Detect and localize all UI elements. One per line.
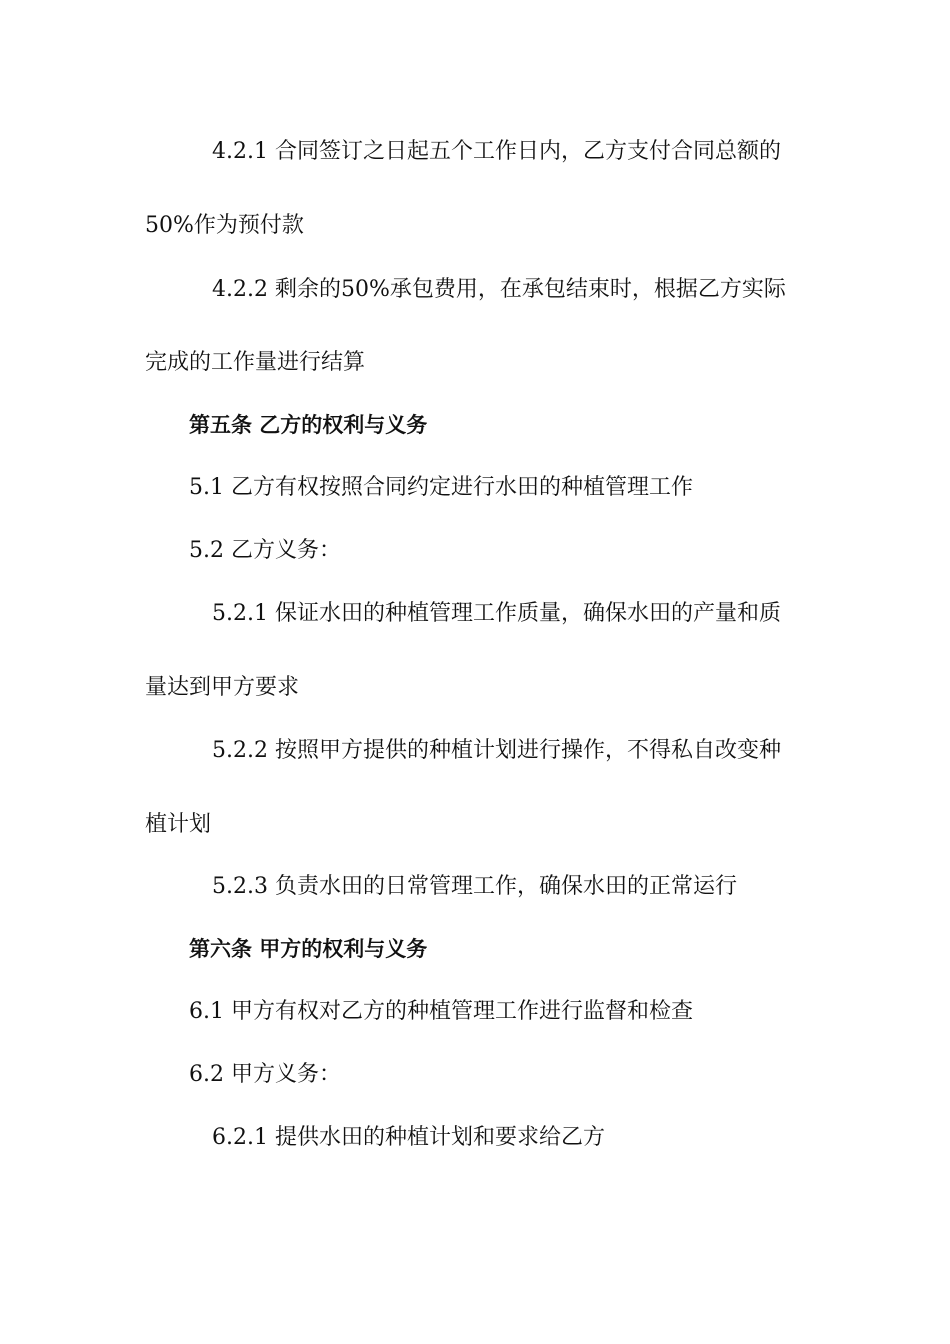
- paragraph-4-2-1-line-1: 4.2.1 合同签订之日起五个工作日内，乙方支付合同总额的: [212, 139, 781, 164]
- paragraph-4-2-1-line-2: 50%作为预付款: [145, 213, 304, 238]
- paragraph-4-2-2-line-1: 4.2.2 剩余的50%承包费用，在承包结束时，根据乙方实际: [212, 277, 786, 302]
- paragraph-5-2-1-line-2: 量达到甲方要求: [145, 675, 300, 700]
- paragraph-6-2-1: 6.2.1 提供水田的种植计划和要求给乙方: [212, 1125, 605, 1150]
- section-heading-5: 第五条 乙方的权利与义务: [189, 413, 428, 437]
- paragraph-6-2: 6.2 甲方义务：: [189, 1062, 341, 1087]
- paragraph-5-2-2-line-2: 植计划: [145, 812, 212, 837]
- paragraph-5-2: 5.2 乙方义务：: [189, 538, 341, 563]
- paragraph-5-2-3: 5.2.3 负责水田的日常管理工作，确保水田的正常运行: [212, 874, 737, 899]
- paragraph-5-1: 5.1 乙方有权按照合同约定进行水田的种植管理工作: [189, 475, 693, 500]
- paragraph-5-2-1-line-1: 5.2.1 保证水田的种植管理工作质量，确保水田的产量和质: [212, 601, 781, 626]
- paragraph-4-2-2-line-2: 完成的工作量进行结算: [145, 350, 366, 375]
- paragraph-6-1: 6.1 甲方有权对乙方的种植管理工作进行监督和检查: [189, 999, 693, 1024]
- paragraph-5-2-2-line-1: 5.2.2 按照甲方提供的种植计划进行操作，不得私自改变种: [212, 738, 781, 763]
- section-heading-6: 第六条 甲方的权利与义务: [189, 937, 428, 961]
